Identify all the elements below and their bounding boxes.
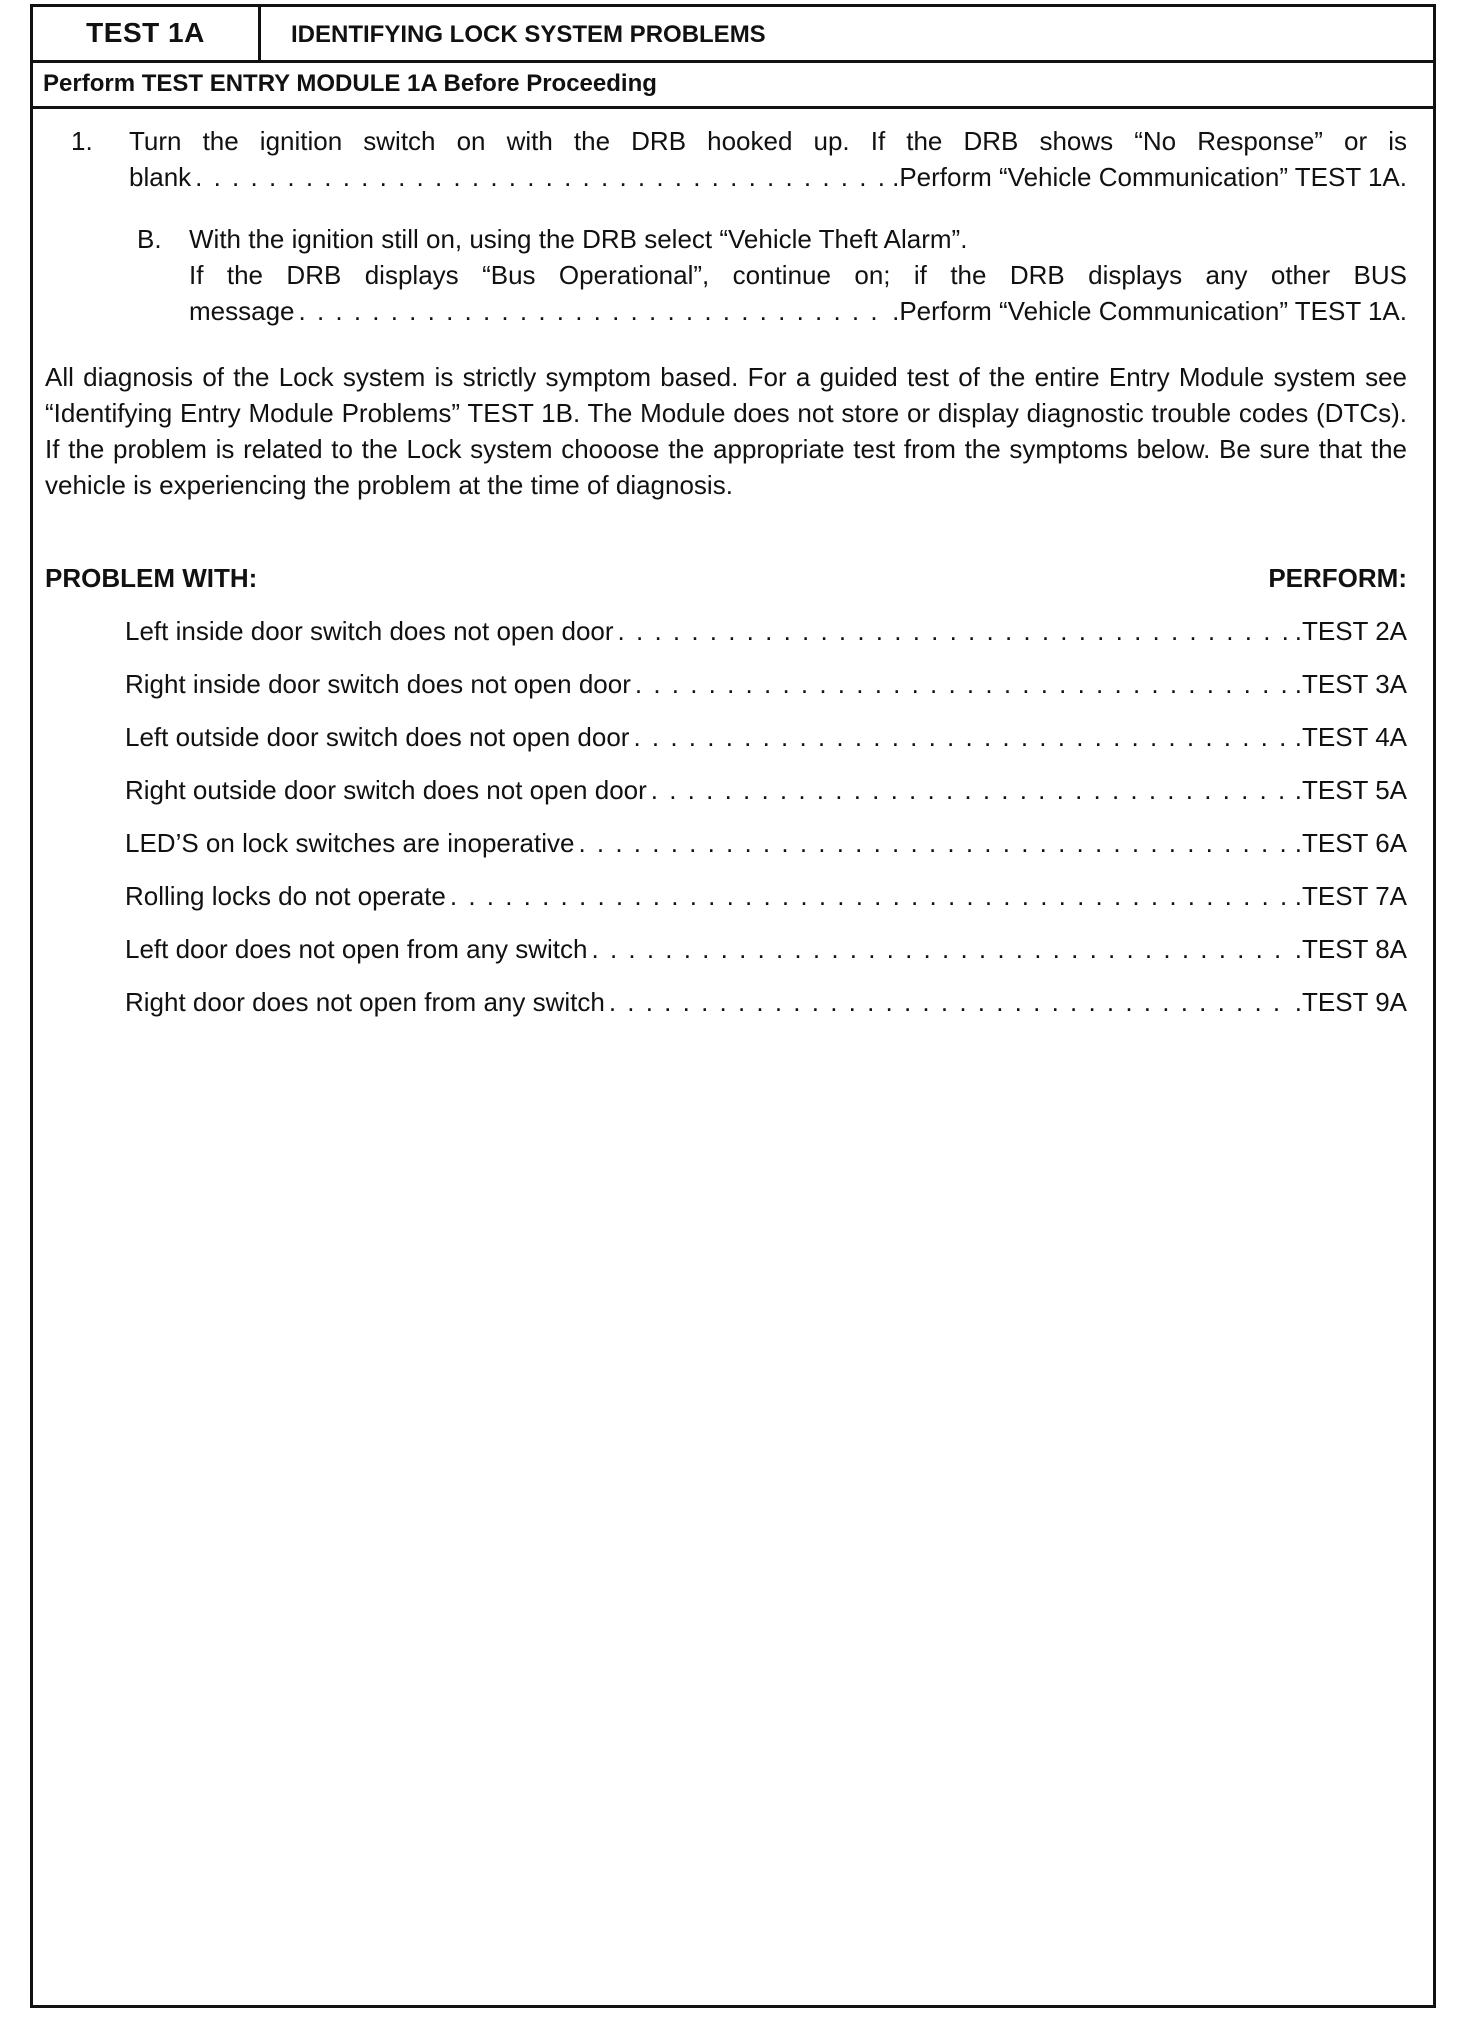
symptom-test-ref: .TEST 3A xyxy=(1294,669,1407,699)
symptom-row xyxy=(125,878,1407,914)
symptom-row xyxy=(125,984,1407,1020)
col-problem-heading: PROBLEM WITH: xyxy=(45,563,258,593)
symptom-test-ref: .TEST 2A xyxy=(1294,616,1407,646)
test-title: IDENTIFYING LOCK SYSTEM PROBLEMS xyxy=(291,21,766,48)
step-b-line3 xyxy=(189,293,1407,329)
symptom-problem: Right inside door switch does not open door xyxy=(125,669,631,699)
leader-dots xyxy=(633,719,1290,755)
symptom-test-ref: .TEST 9A xyxy=(1294,987,1407,1017)
leader-dots xyxy=(578,825,1290,861)
symptom-problem: Right outside door switch does not open door xyxy=(125,775,647,805)
diagnosis-paragraph: All diagnosis of the Lock system is strictly symptom based. For a guided test of the entire Entry Module system see “Identifying Entry Module Problems” TEST 1B. The Module does not store or display diagnostic trouble codes (DTCs). If the problem is related to the Lock system chooose the appropriate test from the symptoms below. Be sure that the vehicle is experiencing the problem at the time of diagnosis. xyxy=(45,362,1407,500)
symptom-row xyxy=(125,825,1407,861)
symptom-row xyxy=(125,772,1407,808)
symptom-problem: Left inside door switch does not open door xyxy=(125,616,614,646)
symptom-problem: LED’S on lock switches are inoperative xyxy=(125,828,575,858)
leader-dots xyxy=(450,878,1291,914)
symptom-test-ref: .TEST 4A xyxy=(1294,722,1407,752)
leader-dots xyxy=(592,931,1291,967)
symptom-row xyxy=(125,719,1407,755)
symptom-test-ref: .TEST 6A xyxy=(1294,828,1407,858)
col-perform-heading: PERFORM: xyxy=(1268,563,1407,593)
step-b-line3-text: message xyxy=(189,296,295,326)
leader-dots xyxy=(195,159,888,195)
symptom-problem: Right door does not open from any switch xyxy=(125,987,605,1017)
prerequisite-note: Perform TEST ENTRY MODULE 1A Before Proceeding xyxy=(33,63,1433,109)
step-1-line2-text: blank xyxy=(129,162,192,192)
step-b-letter: B. xyxy=(137,224,162,254)
leader-dots xyxy=(618,613,1291,649)
step-1-line2 xyxy=(129,159,1407,195)
symptom-row xyxy=(125,666,1407,702)
symptom-row xyxy=(125,613,1407,649)
leader-dots xyxy=(609,984,1291,1020)
step-1-number: 1. xyxy=(71,126,93,156)
leader-dots xyxy=(651,772,1291,808)
symptom-test-ref: .TEST 7A xyxy=(1294,881,1407,911)
step-1-line1: Turn the ignition switch on with the DRB hooked up. If the DRB shows “No Response” or is xyxy=(129,126,1407,156)
symptom-problem: Left outside door switch does not open door xyxy=(125,722,630,752)
test-id: TEST 1A xyxy=(33,7,261,60)
step-b-line2: If the DRB displays “Bus Operational”, continue on; if the DRB displays any other BUS xyxy=(189,260,1407,290)
symptom-test-ref: .TEST 8A xyxy=(1294,934,1407,964)
step-b-action: .Perform “Vehicle Communication” TEST 1A. xyxy=(892,296,1407,326)
leader-dots xyxy=(635,666,1291,702)
symptom-table-header xyxy=(45,563,1407,594)
step-b-line1: With the ignition still on, using the DRB select “Vehicle Theft Alarm”. xyxy=(189,224,968,254)
leader-dots xyxy=(299,293,889,329)
header-row xyxy=(33,7,1433,63)
page-frame xyxy=(30,4,1436,2008)
symptom-problem: Left door does not open from any switch xyxy=(125,934,588,964)
symptom-test-ref: .TEST 5A xyxy=(1294,775,1407,805)
symptom-list xyxy=(125,613,1407,1037)
symptom-row xyxy=(125,931,1407,967)
step-1-action: .Perform “Vehicle Communication” TEST 1A. xyxy=(892,162,1407,192)
symptom-problem: Rolling locks do not operate xyxy=(125,881,446,911)
